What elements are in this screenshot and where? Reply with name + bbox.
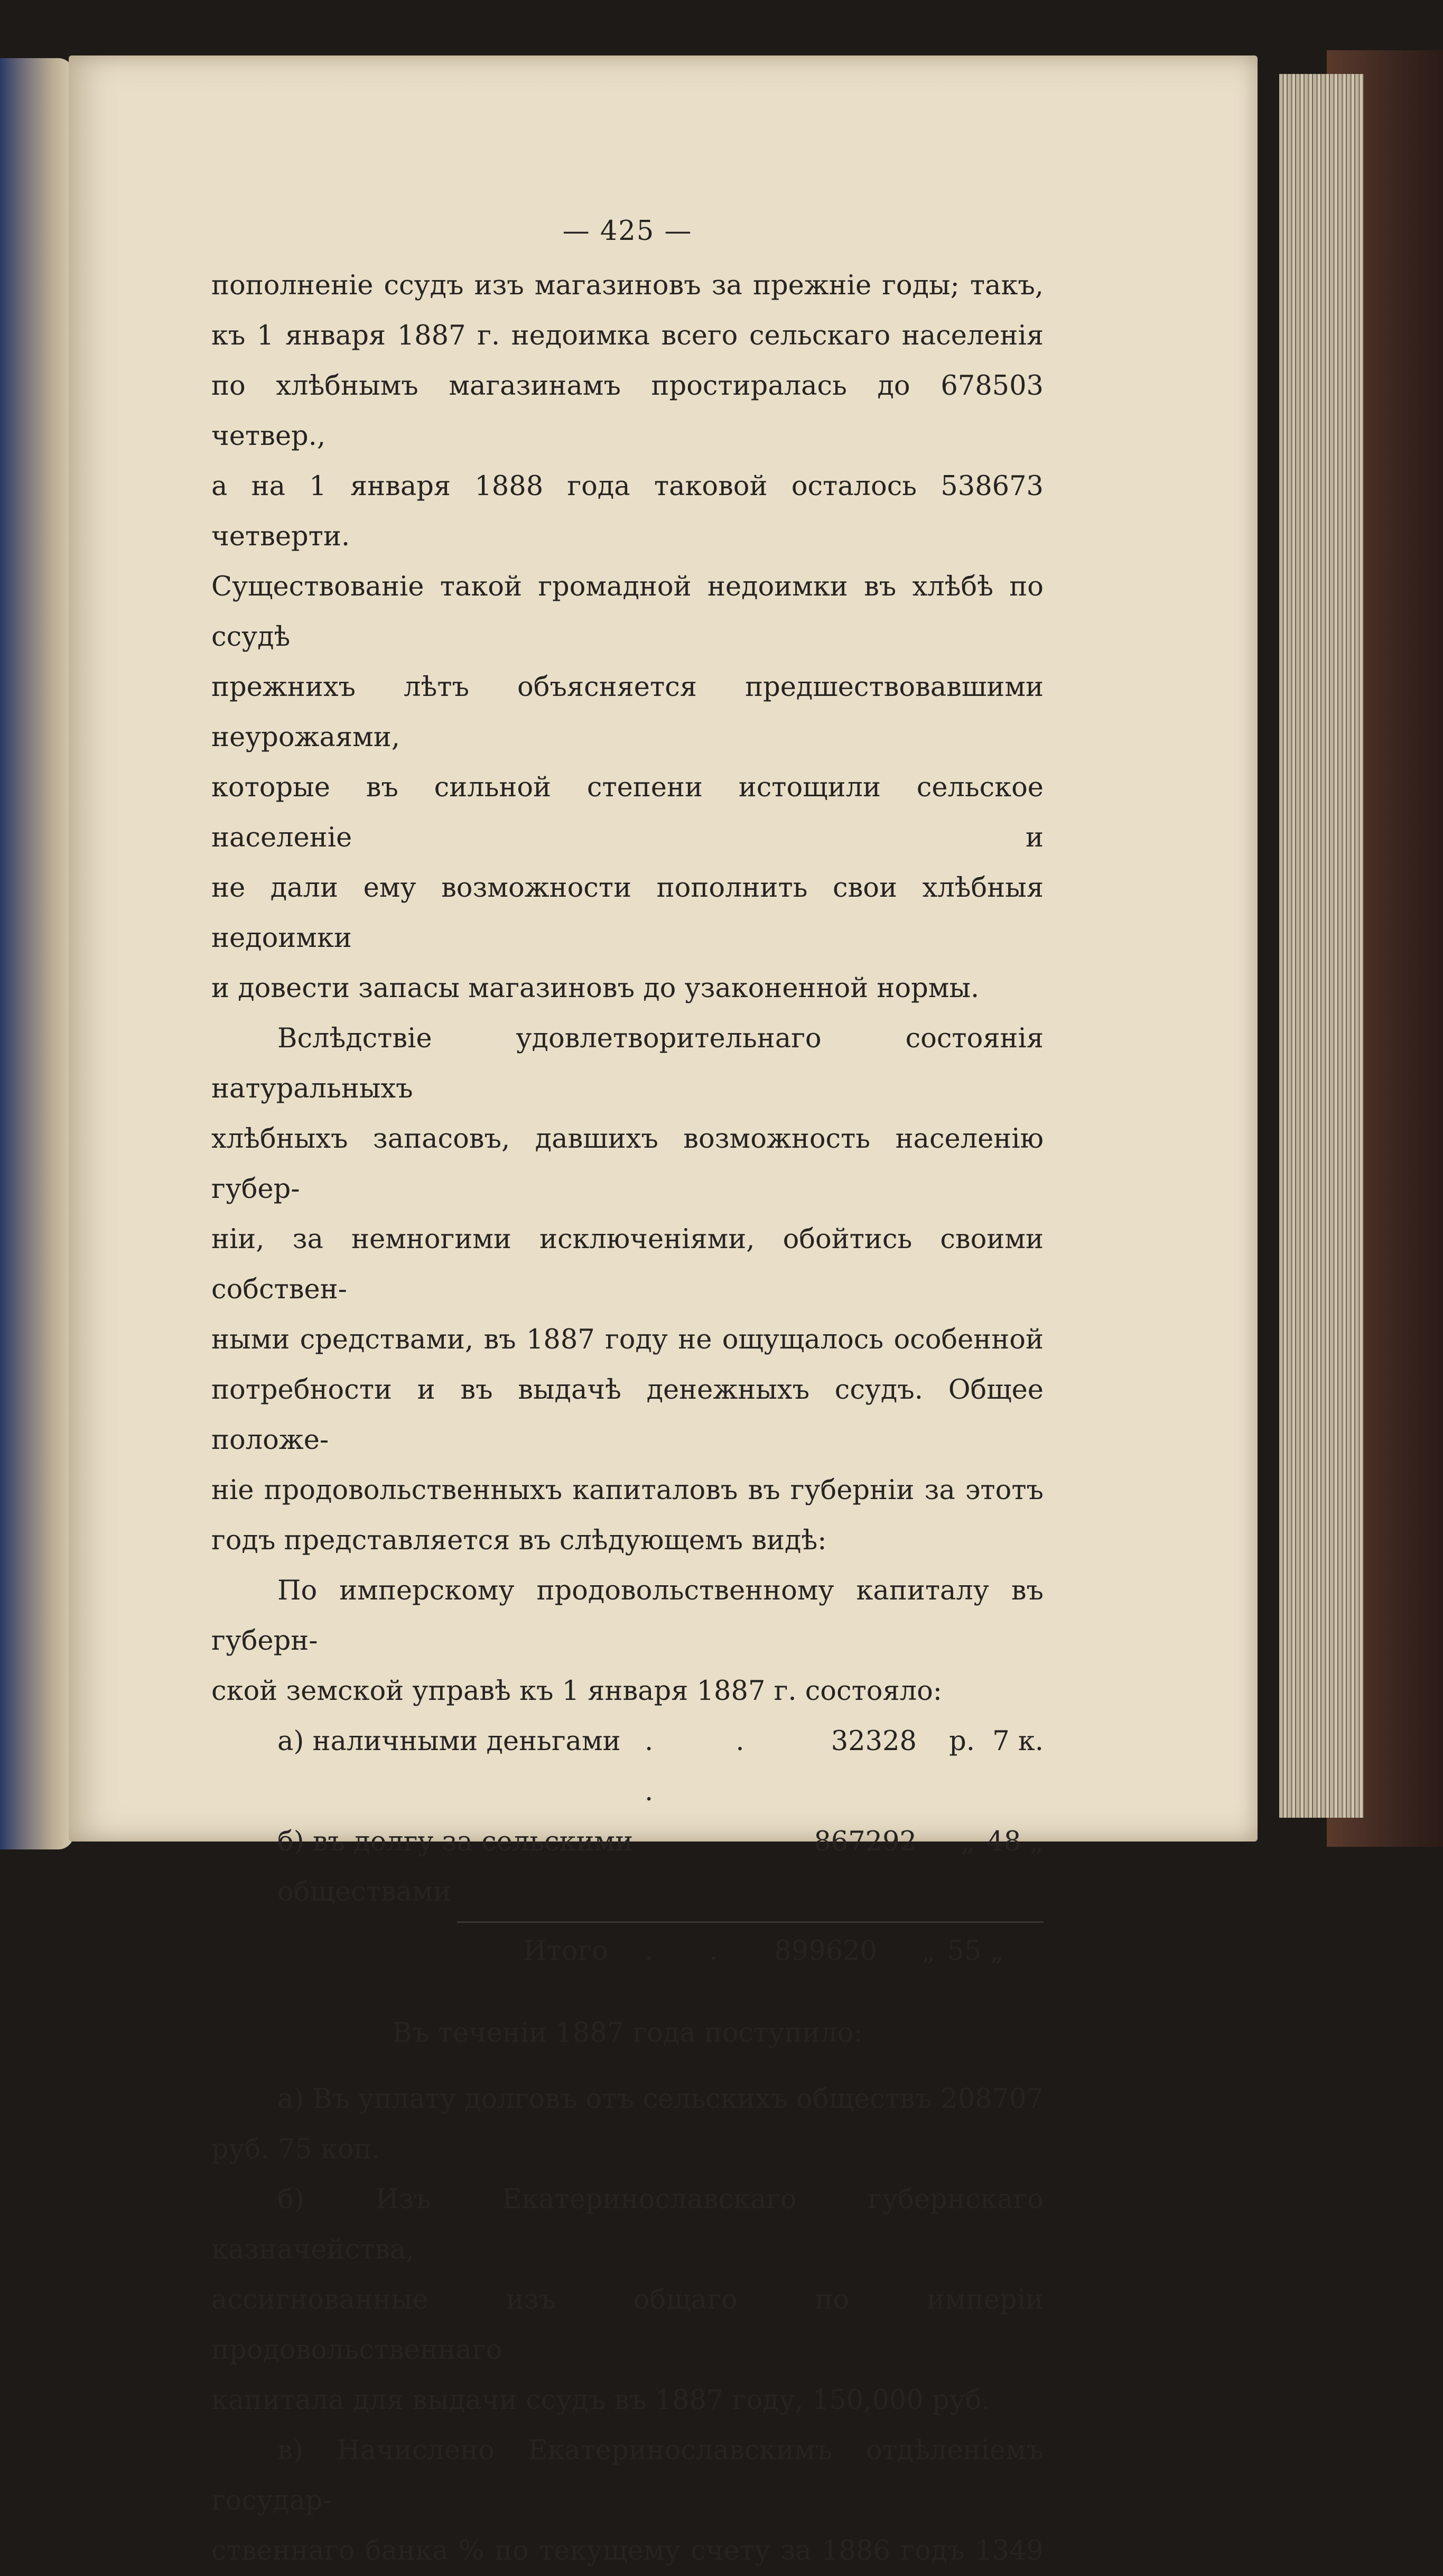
- total-label: Итого: [523, 1936, 608, 1967]
- text-line: Существованіе такой громадной недоимки въ хлѣбѣ по ссудѣ: [211, 571, 1044, 653]
- text-line: годъ представляется въ слѣдующемъ видѣ:: [211, 1525, 827, 1556]
- text-line: къ 1 января 1887 г. недоимка всего сельскаго населенія: [211, 320, 1044, 351]
- total-row: [523, 1926, 1044, 1976]
- page-block-edges: [1279, 74, 1364, 1818]
- text-line: б) Изъ Екатеринославскаго губернскаго казначейства,: [211, 2184, 1044, 2265]
- item-a: [211, 2074, 1044, 2174]
- text-line: по хлѣбнымъ магазинамъ простиралась до 678503 четвер.,: [211, 370, 1044, 452]
- text-line: руб. 75 коп.: [211, 2134, 380, 2165]
- item-c: [211, 2425, 1044, 2576]
- text-line: а на 1 января 1888 года таковой осталось 538673 четверти.: [211, 471, 1044, 552]
- left-page-edge: [0, 58, 74, 1849]
- row-amount: 867292: [814, 1826, 917, 1857]
- text-line: хлѣбныхъ запасовъ, давшихъ возможность населенію губер-: [211, 1123, 1044, 1205]
- sum-rule: [457, 1921, 1044, 1923]
- text-line: капитала для выдачи ссудъ въ 1887 году, 150,000 руб.: [211, 2385, 990, 2416]
- total-dots: . .: [645, 1936, 742, 1967]
- page-number: — 425 —: [562, 216, 693, 247]
- total-kop: 55 „: [947, 1936, 1004, 1967]
- row-kop: 48 „: [986, 1826, 1044, 1857]
- paragraph-3: [211, 1566, 1044, 1716]
- row-unit: р.: [949, 1726, 975, 1757]
- row-amount: 32328: [831, 1726, 917, 1757]
- capital-table: [277, 1716, 1044, 1976]
- text-line: не дали ему возможности пополнить свои хлѣбныя недоимки: [211, 872, 1044, 954]
- text-line: которые въ сильной степени истощили сельское населеніе и: [211, 772, 1044, 853]
- row-label: а) наличными деньгами: [277, 1726, 621, 1757]
- text-line: а) Въ уплату долговъ отъ сельскихъ обществъ 208707: [277, 2084, 1044, 2115]
- row-kop: 7 к.: [992, 1726, 1044, 1757]
- text-line: ными средствами, въ 1887 году не ощущалось особенной: [211, 1324, 1044, 1355]
- table-row: [277, 1817, 1044, 1917]
- text-line: пополненіе ссудъ изъ магазиновъ за прежніе годы; такъ,: [211, 270, 1044, 301]
- spacer: [211, 2058, 1044, 2074]
- spacer: [211, 1976, 1044, 2008]
- text-line: ассигнованные изъ общаго по имперіи продовольственнаго: [211, 2284, 1044, 2366]
- text-line: и довести запасы магазиновъ до узаконенной нормы.: [211, 973, 980, 1004]
- text-line: в) Начислено Екатеринославскимъ отдѣленіемъ государ-: [211, 2435, 1044, 2516]
- table-row: [277, 1716, 1044, 1817]
- paragraph-1: [211, 261, 1044, 1013]
- section-heading: Въ теченіи 1887 года поступило:: [392, 2017, 863, 2049]
- paragraph-2: [211, 1013, 1044, 1566]
- text-line: прежнихъ лѣтъ объясняется предшествовавшими неурожаями,: [211, 672, 1044, 753]
- text-line: ніи, за немногими исключеніями, обойтись своими собствен-: [211, 1224, 1044, 1305]
- text-line: потребности и въ выдачѣ денежныхъ ссудъ. Общее положе-: [211, 1374, 1044, 1456]
- text-line: По имперскому продовольственному капиталу въ губерн-: [211, 1575, 1044, 1657]
- item-b: [211, 2174, 1044, 2425]
- text-line: Вслѣдствіе удовлетворительнаго состоянія натуральныхъ: [211, 1023, 1044, 1104]
- text-line: ніе продовольственныхъ капиталовъ въ губерніи за этотъ: [211, 1475, 1044, 1506]
- page-text: [211, 206, 1044, 2576]
- row-dots: . . .: [645, 1726, 781, 1807]
- row-label: б) въ долгу за сельскими обществами: [277, 1826, 634, 1908]
- text-line: ской земской управѣ къ 1 января 1887 г. состояло:: [211, 1676, 942, 1707]
- total-unit: „: [921, 1936, 935, 1967]
- text-line: ственнаго банка % по текущему счету за 1886 годъ 1349: [211, 2535, 1044, 2566]
- row-unit: „: [961, 1826, 975, 1857]
- total-amount: 899620: [774, 1936, 877, 1967]
